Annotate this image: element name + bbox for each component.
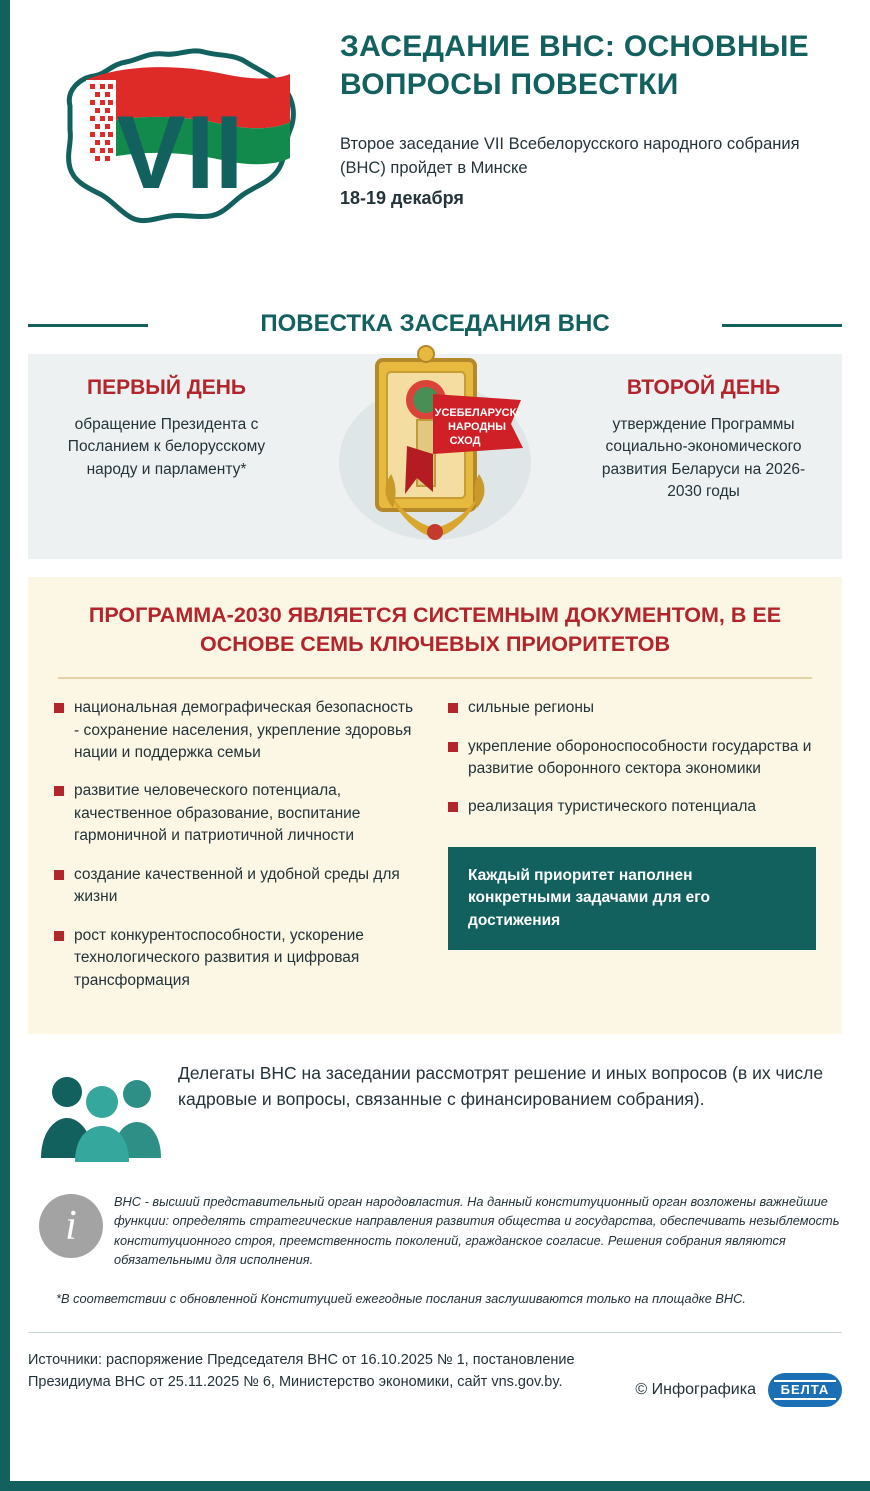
vns-award-badge-icon: [325, 342, 545, 557]
priority-text: укрепление обороноспособности государства и развитие оборонного сектора экономики: [468, 737, 812, 777]
people-group-icon: [28, 1060, 178, 1166]
emblem-numeral: VII: [116, 95, 244, 211]
belta-logo-icon: [768, 1373, 842, 1407]
sources-block: [28, 1349, 842, 1407]
belarus-map-flag-icon: [28, 18, 328, 248]
program-title: ПРОГРАММА-2030 ЯВЛЯЕТСЯ СИСТЕМНЫМ ДОКУМЕНТОМ, В ЕЕ ОСНОВЕ СЕМЬ КЛЮЧЕВЫХ ПРИОРИТЕТОВ: [88, 603, 782, 657]
list-item: [448, 736, 816, 781]
bullet-square-icon: [448, 703, 458, 713]
bullet-square-icon: [448, 802, 458, 812]
priorities-list: [54, 697, 816, 1008]
left-accent-edge: [0, 0, 10, 1491]
program-block: [28, 577, 842, 1034]
sources-divider: [28, 1332, 842, 1333]
priority-text: национальная демографическая безопасность - сохранение населения, укрепление здоровья нации и поддержка семьи: [74, 699, 414, 761]
delegates-block: [28, 1060, 842, 1166]
list-item: [54, 697, 422, 764]
bottom-accent-edge: [0, 1481, 870, 1491]
info-circle-icon: [28, 1192, 114, 1258]
priority-text: развитие человеческого потенциала, качественное образование, воспитание гармоничной и патриотичной личности: [74, 782, 361, 845]
header-text-block: [340, 28, 840, 211]
day-two-text: утверждение Программы социально-экономического развития Беларуси на 2026-2030 годы: [601, 416, 806, 501]
day-two-title: ВТОРОЙ ДЕНЬ: [626, 376, 781, 399]
header: [0, 0, 870, 300]
bullet-square-icon: [54, 931, 64, 941]
agenda-days-panel: [28, 354, 842, 559]
agenda-day-two: [571, 354, 836, 559]
priority-text: реализация туристического потенциала: [468, 798, 757, 816]
info-letter: i: [39, 1194, 103, 1258]
credit-block: [635, 1349, 842, 1407]
bullet-square-icon: [448, 742, 458, 752]
footnote: *В соответствии с обновленной Конституцией ежегодные послания заслушиваются только на площадке ВНС.: [56, 1290, 746, 1306]
badge-line-3: СХОД: [449, 435, 481, 447]
list-item: [54, 864, 422, 909]
header-subtitle: [340, 133, 840, 211]
priorities-column-right: [448, 697, 816, 1008]
event-date: 18-19 декабря: [340, 187, 464, 208]
delegates-text: Делегаты ВНС на заседании рассмотрят решение и иных вопросов (в их числе кадровые и вопросы, связанные с финансированием собрания).: [178, 1063, 824, 1110]
day-one-text: обращение Президента с Посланием к белорусскому народу и парламенту*: [67, 416, 266, 478]
agenda-day-one: [34, 354, 299, 559]
bullet-square-icon: [54, 703, 64, 713]
logo-stripe-bottom: [774, 1398, 836, 1400]
priority-text: создание качественной и удобной среды для жизни: [74, 865, 400, 906]
subtitle-text: Второе заседание VII Всебелорусского народного собрания (ВНС) пройдет в Минске: [340, 134, 800, 177]
program-divider: [58, 677, 812, 679]
list-item: [448, 796, 816, 818]
list-item: [54, 925, 422, 992]
logo-text: БЕЛТА: [778, 1382, 833, 1397]
list-item: [54, 780, 422, 847]
priority-text: рост конкурентоспособности, ускорение технологического развития и цифровая трансформация: [74, 926, 364, 989]
badge-line-1: УСЕБЕЛАРУСКІ: [434, 407, 520, 419]
day-one-title: ПЕРВЫЙ ДЕНЬ: [87, 376, 246, 399]
page-title: ЗАСЕДАНИЕ ВНС: ОСНОВНЫЕ ВОПРОСЫ ПОВЕСТКИ: [340, 30, 809, 102]
bullet-square-icon: [54, 786, 64, 796]
info-text: ВНС - высший представительный орган народовластия. На данный конституционный орган возложены важнейшие функции: определять стратегические направления развития общества и государства, обеспечивать незыблемость конституционного строя, преемственность поколений, гражданское согласие. Решения собрания являются обязательными для исполнения.: [114, 1194, 840, 1267]
rule-right: [722, 324, 842, 327]
agenda-heading-bar: [28, 304, 842, 344]
bullet-square-icon: [54, 870, 64, 880]
info-block: [28, 1192, 842, 1269]
priority-note-box: Каждый приоритет наполнен конкретными задачами для его достижения: [448, 847, 816, 950]
agenda-heading: ПОВЕСТКА ЗАСЕДАНИЯ ВНС: [244, 310, 625, 338]
sources-text: Источники: распоряжение Председателя ВНС от 16.10.2025 № 1, постановление Президиума ВНС от 25.11.2025 № 6, Министерство экономики, сайт vns.gov.by.: [28, 1351, 575, 1391]
priorities-column-left: [54, 697, 422, 1008]
credit-text: © Инфографика: [635, 1380, 756, 1398]
badge-line-2: НАРОДНЫ: [447, 421, 507, 433]
rule-left: [28, 324, 148, 327]
list-item: [448, 697, 816, 719]
priority-text: сильные регионы: [468, 699, 595, 717]
